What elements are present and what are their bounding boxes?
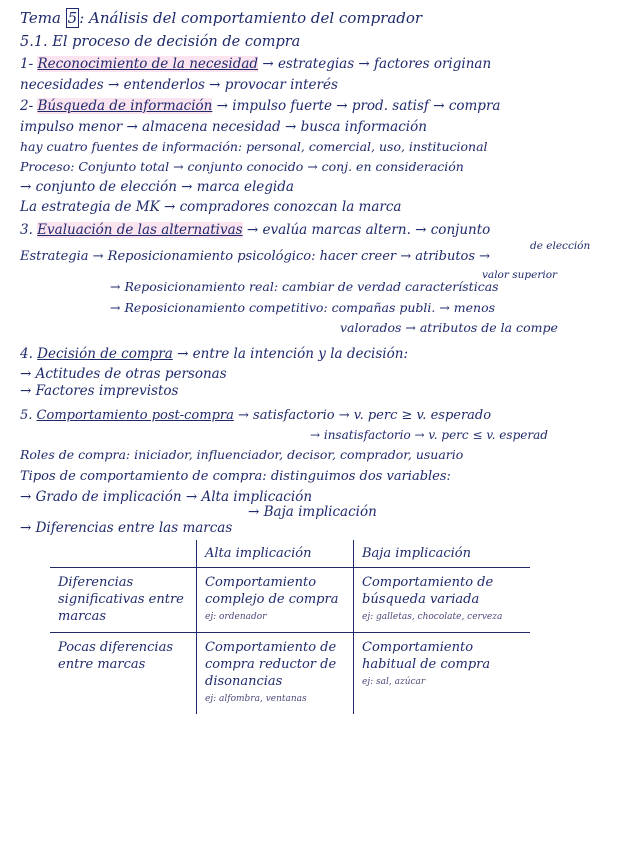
note-line: hay cuatro fuentes de información: personal, comercial, uso, institucional bbox=[20, 139, 488, 154]
header-alta: Alta implicación bbox=[197, 540, 354, 568]
implication-table bbox=[50, 540, 530, 714]
cell-habitual: Comportamiento habitual de compra ej: sal, azúcar bbox=[354, 633, 531, 715]
note-line: → Reposicionamiento real: cambiar de verdad características bbox=[110, 279, 499, 294]
note-line: de elección bbox=[530, 240, 591, 252]
note-line: impulso menor → almacena necesidad → busca información bbox=[20, 119, 427, 135]
cell-complex: Comportamiento complejo de compra ej: ordenador bbox=[197, 568, 354, 633]
example-text: ej: sal, azúcar bbox=[362, 677, 426, 687]
step-1-line: 1- Reconocimiento de la necesidad → estrategias → factores originan bbox=[20, 56, 492, 72]
row-label-few: Pocas diferencias entre marcas bbox=[50, 633, 197, 715]
note-line: Roles de compra: iniciador, influenciador, decisor, comprador, usuario bbox=[20, 447, 464, 462]
note-line: → Factores imprevistos bbox=[20, 383, 179, 399]
cell-variety: Comportamiento de búsqueda variada ej: galletas, chocolate, cerveza bbox=[354, 568, 531, 633]
note-line: Proceso: Conjunto total → conjunto conocido → conj. en consideración bbox=[20, 159, 464, 174]
note-line: La estrategia de MK → compradores conozcan la marca bbox=[20, 199, 402, 215]
example-text: ej: galletas, chocolate, cerveza bbox=[362, 612, 503, 622]
note-line: valor superior bbox=[482, 269, 558, 281]
note-line: Tipos de comportamiento de compra: distinguimos dos variables: bbox=[20, 469, 451, 484]
step-1-title: Reconocimiento de la necesidad bbox=[37, 56, 259, 72]
table-corner bbox=[50, 540, 197, 568]
step-3-title: Evaluación de las alternativas bbox=[37, 222, 243, 238]
step-2-line: 2- Búsqueda de información → impulso fuerte → prod. satisf → compra bbox=[20, 98, 501, 114]
note-line: → Grado de implicación → Alta implicación bbox=[20, 489, 313, 505]
step-3-line: 3. Evaluación de las alternativas → evalúa marcas altern. → conjunto bbox=[20, 222, 491, 238]
step-5-line: 5. Comportamiento post-compra → satisfactorio → v. perc ≥ v. esperado bbox=[20, 408, 492, 423]
note-line: → Actitudes de otras personas bbox=[20, 366, 227, 382]
cell-dissonance: Comportamiento de compra reductor de disonancias ej: alfombra, ventanas bbox=[197, 633, 354, 715]
step-5-title: Comportamiento post-compra bbox=[36, 408, 234, 423]
note-line: → conjunto de elección → marca elegida bbox=[20, 179, 294, 195]
example-text: ej: ordenador bbox=[205, 612, 267, 622]
section-heading: 5.1. El proceso de decisión de compra bbox=[20, 34, 301, 50]
page-title: Tema 5 : Análisis del comportamiento del comprador bbox=[20, 9, 423, 27]
note-line: → Reposicionamiento competitivo: compañas publi. → menos bbox=[110, 300, 496, 315]
step-4-title: Decisión de compra bbox=[37, 346, 173, 362]
example-text: ej: alfombra, ventanas bbox=[205, 694, 307, 704]
note-line: Estrategia → Reposicionamiento psicológico: hacer creer → atributos → bbox=[20, 249, 491, 264]
note-line: necesidades → entenderlos → provocar interés bbox=[20, 77, 338, 93]
topic-number: 5 bbox=[67, 9, 78, 27]
note-line: → Baja implicación bbox=[248, 504, 377, 520]
row-label-significant: Diferencias significativas entre marcas bbox=[50, 568, 197, 633]
note-line: → insatisfactorio → v. perc ≤ v. esperad bbox=[310, 428, 548, 442]
note-line: → Diferencias entre las marcas bbox=[20, 520, 233, 536]
step-4-line: 4. Decisión de compra → entre la intención y la decisión: bbox=[20, 346, 408, 362]
note-line: valorados → atributos de la compe bbox=[340, 320, 558, 335]
step-2-title: Búsqueda de información bbox=[37, 98, 213, 114]
header-baja: Baja implicación bbox=[354, 540, 531, 568]
